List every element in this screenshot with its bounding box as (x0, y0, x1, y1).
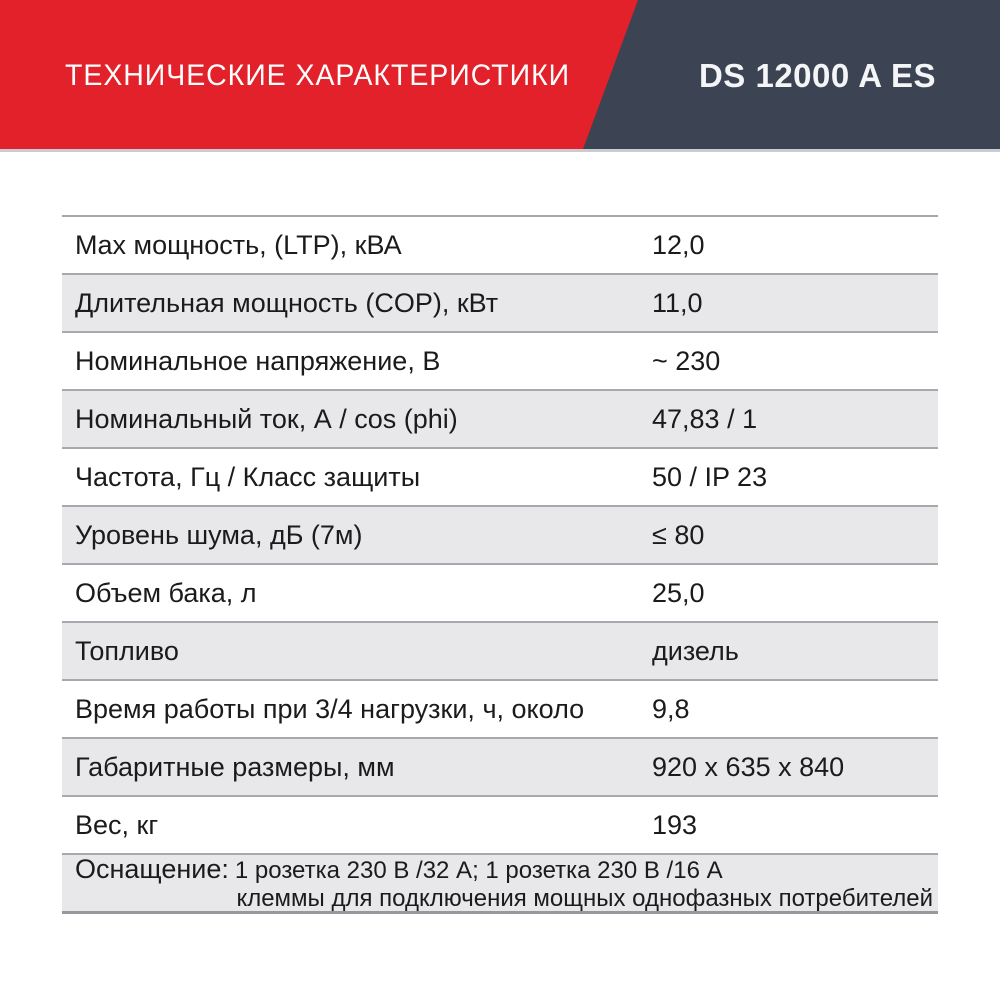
table-row (62, 505, 938, 563)
spec-label: Номинальное напряжение, В (75, 345, 441, 376)
equipment-label: Оснащение: (75, 853, 229, 884)
spec-label: Время работы при 3/4 нагрузки, ч, около (75, 693, 585, 724)
table-row (62, 447, 938, 505)
spec-rows (62, 215, 938, 853)
table-row (62, 621, 938, 679)
spec-value: ≤ 80 (652, 519, 705, 550)
spec-value: дизель (652, 635, 739, 666)
table-row (62, 563, 938, 621)
spec-value: 920 х 635 х 840 (652, 751, 845, 782)
equipment-line1 (62, 855, 938, 885)
spec-label: Max мощность, (LTP), кВА (75, 229, 402, 260)
spec-label: Объем бака, л (75, 577, 257, 608)
header-banner (0, 0, 1000, 152)
spec-table (62, 215, 938, 914)
model-name: DS 12000 A ES (698, 57, 936, 94)
spec-label: Вес, кг (75, 809, 159, 840)
spec-value: 50 / IP 23 (652, 461, 768, 492)
spec-value: 9,8 (652, 693, 690, 724)
equipment-sockets: 1 розетка 230 В /32 А; 1 розетка 230 В /16 А (234, 856, 723, 884)
spec-label: Топливо (75, 635, 179, 666)
equipment-line2: клеммы для подключения мощных однофазных потребителей (236, 884, 933, 912)
table-row (62, 273, 938, 331)
spec-label: Длительная мощность (COP), кВт (75, 287, 499, 318)
spec-value: 25,0 (652, 577, 705, 608)
spec-value: ~ 230 (652, 345, 721, 376)
spec-value: 47,83 / 1 (652, 403, 758, 434)
table-row (62, 679, 938, 737)
spec-value: 193 (652, 809, 698, 840)
spec-value: 11,0 (652, 287, 703, 318)
table-row (62, 215, 938, 273)
equipment-row (62, 853, 938, 911)
spec-label: Номинальный ток, А / cos (phi) (75, 403, 458, 434)
page-title: ТЕХНИЧЕСКИЕ ХАРАКТЕРИСТИКИ (65, 59, 571, 92)
spec-label: Уровень шума, дБ (7м) (75, 519, 363, 550)
table-row (62, 795, 938, 853)
spec-label: Частота, Гц / Класс защиты (75, 461, 421, 492)
spec-value: 12,0 (652, 229, 705, 260)
spec-label: Габаритные размеры, мм (75, 751, 395, 782)
table-row (62, 331, 938, 389)
table-row (62, 389, 938, 447)
table-row (62, 737, 938, 795)
